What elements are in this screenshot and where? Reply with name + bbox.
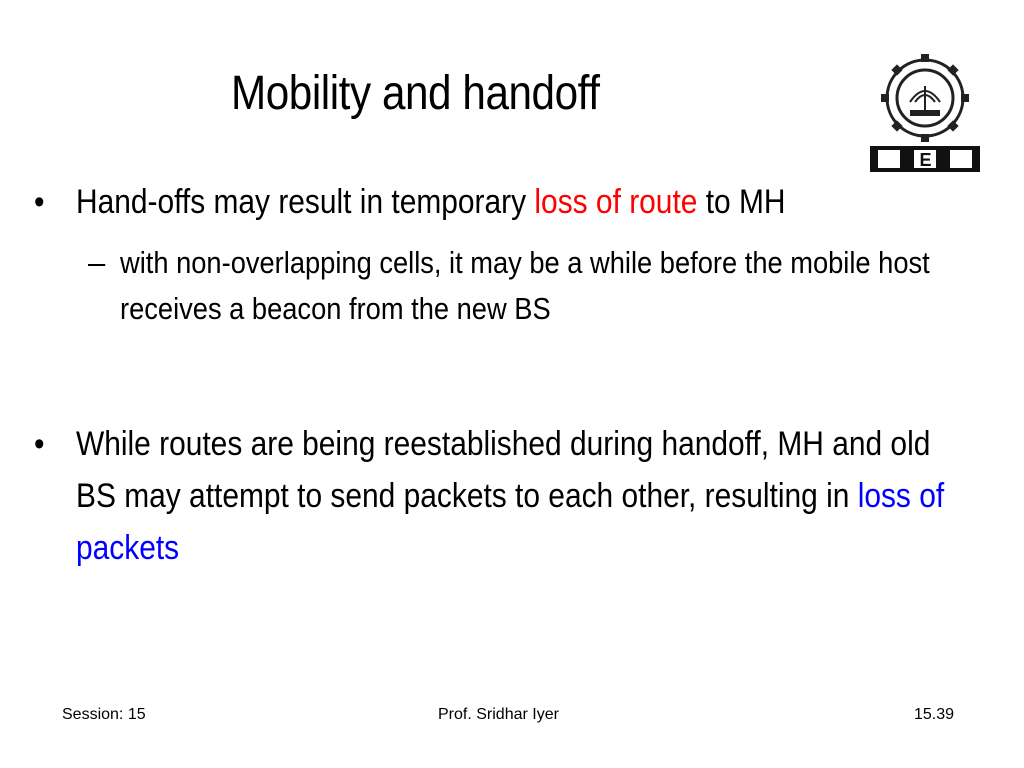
sub-bullet-1: with non-overlapping cells, it may be a while before the mobile host receives a beacon from the new BS (120, 245, 930, 326)
bullet-1-text: Hand-offs may result in temporary (76, 183, 535, 221)
gear-emblem-icon (870, 50, 980, 172)
slide-title: Mobility and handoff (231, 67, 600, 120)
bullet-2 (76, 418, 974, 574)
bullet-1 (76, 176, 974, 228)
bullet-2-marker: • (34, 425, 45, 463)
bullet-1-highlight: loss of route (534, 183, 698, 221)
bullet-2-text: While routes are being reestablished during handoff, MH and old BS may attempt to send packets to each other, resulting in (76, 425, 931, 515)
footer-author: Prof. Sridhar Iyer (438, 706, 559, 723)
bullet-2-highlight: loss of packets (76, 477, 945, 567)
bullet-1-text-after: to MH (697, 183, 786, 221)
footer-page-number: 15.39 (914, 706, 955, 723)
footer-session: Session: 15 (62, 706, 146, 723)
bullet-1-marker: • (34, 183, 45, 221)
logo-text: D E P (901, 150, 949, 170)
dep-logo (870, 50, 980, 172)
sub-bullet-marker: – (88, 245, 106, 280)
